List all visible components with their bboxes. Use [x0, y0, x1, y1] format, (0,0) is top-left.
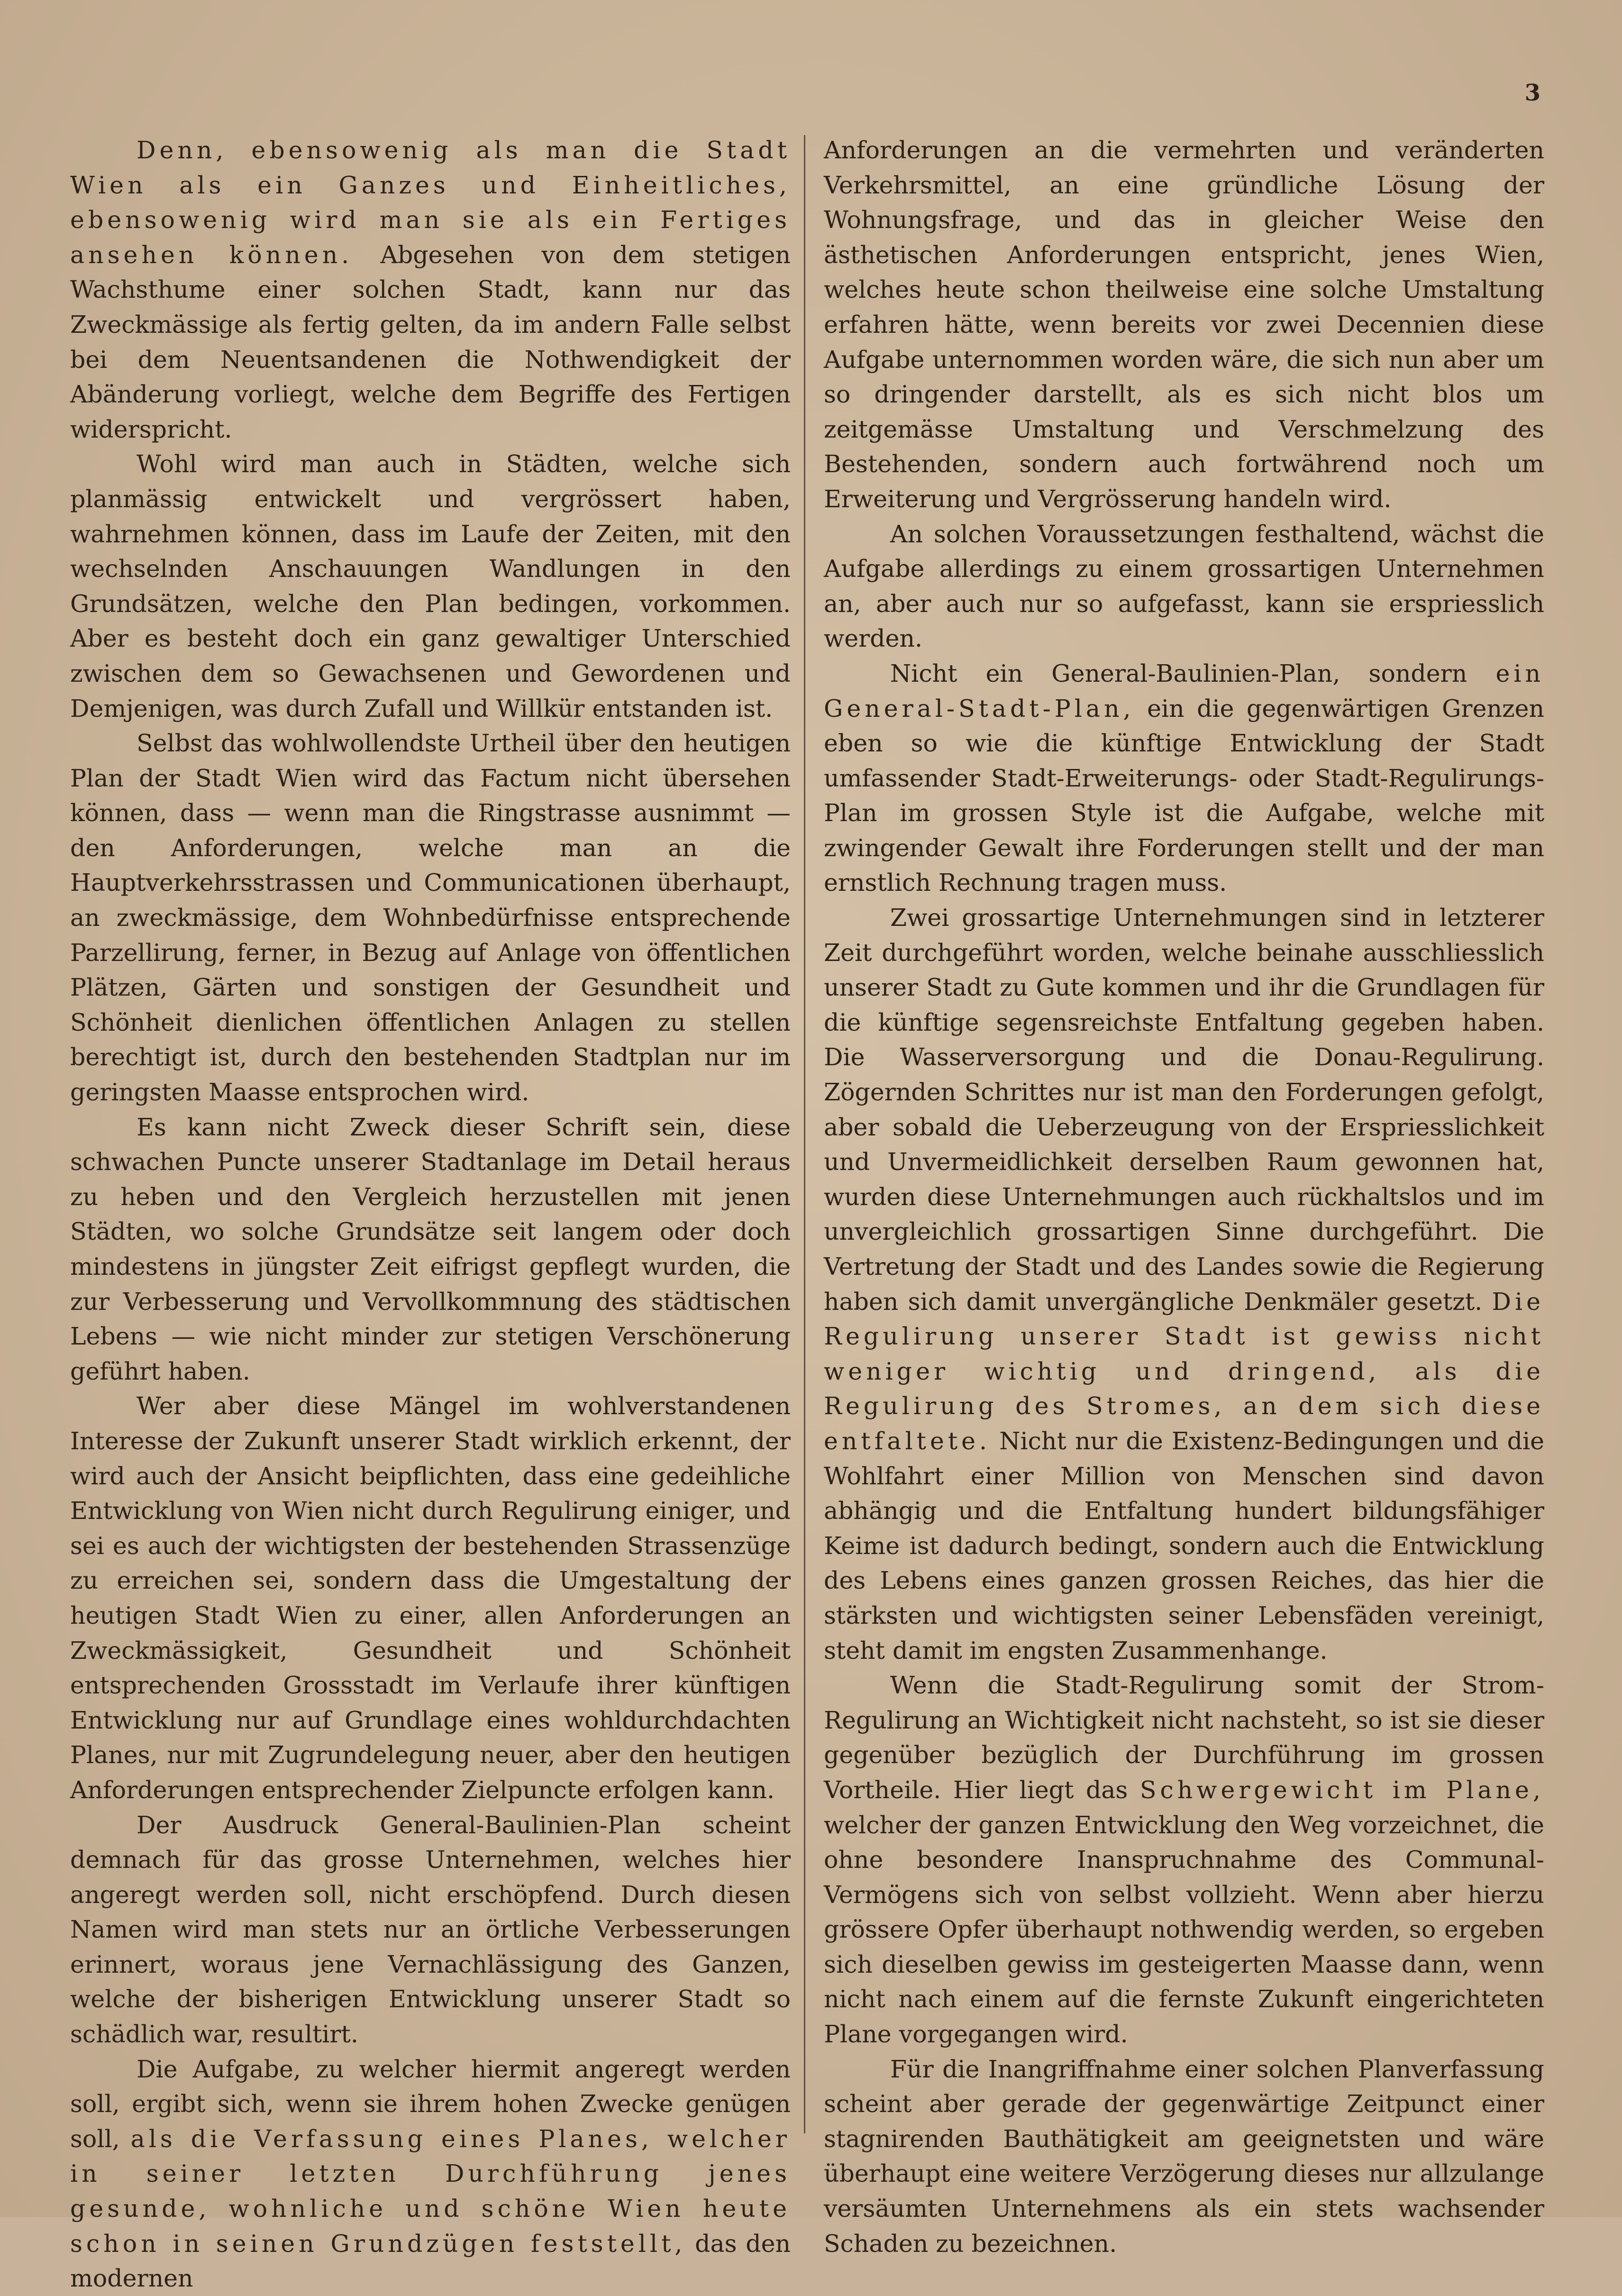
text-run: Abgesehen von dem stetigen Wachsthume einer solchen Stadt, kann nur das Zweckmässige als fertig gelten, da im andern Falle selbst bei dem Neuentsandenen die Nothwendigkeit der Abänderung vorliegt, welche dem Begriffe des Fertigen widerspricht.: [70, 240, 791, 443]
text-run: Die Aufgabe, zu welcher hiermit angeregt werden soll, ergibt sich, wenn sie ihrem hohen Zwecke genügen soll,: [70, 2055, 791, 2153]
paragraph: [824, 517, 1544, 656]
paragraph: [70, 447, 791, 726]
text-run: Zwei grossartige Unternehmungen sind in letzterer Zeit durchgeführt worden, welche beinahe ausschliesslich unserer Stadt zu Gute kommen und ihr die Grundlagen für die künftige segensreichste Entfaltung gegeben haben. Die Wasserversorgung und die Donau-Regulirung. Zögernden Schrittes nur ist man den Forderungen gefolgt, aber sobald die Ueberzeugung von der Erspriesslichkeit und Unvermeidlichkeit derselben Raum gewonnen hat, wurden diese Unternehmungen auch rückhaltslos und im unvergleichlich grossartigen Sinne durchgeführt. Die Vertretung der Stadt und des Landes sowie die Regierung haben sich damit unvergängliche Denkmäler gesetzt.: [824, 904, 1544, 1316]
text-run: Für die Inangriffnahme einer solchen Planverfassung scheint aber gerade der gegenwärtige Zeitpunct einer stagnirenden Bauthätigkeit am geeignetsten und wäre überhaupt eine weitere Verzögerung dieses nur allzulange versäumten Unternehmens als ein stets wachsender Schaden zu bezeichnen.: [824, 2055, 1544, 2258]
page-number: 3: [1524, 80, 1541, 106]
paragraph: [70, 133, 791, 447]
text-run: Wenn die Stadt-Regulirung somit der Strom-Regulirung an Wichtigkeit nicht nachsteht, so ist sie dieser gegenüber bezüglich der Durchführung im grossen Vortheile. Hier liegt das: [824, 1671, 1544, 1804]
emphasized-text: als die Verfassung eines Planes, welcher in seiner letzten Durchführung jenes gesunde, wohnliche und schöne Wien heute schon in seinen Grundzügen feststellt,: [70, 2124, 791, 2258]
paragraph: [70, 1110, 791, 1389]
paragraph: [824, 1668, 1544, 2052]
column-divider: [804, 135, 805, 2133]
emphasized-text: Die Regulirung unserer Stadt ist gewiss nicht weniger wichtig und dringend, als die Regulirung des Stromes, an dem sich diese entfaltete.: [824, 1287, 1544, 1455]
text-run: Wohl wird man auch in Städten, welche sich planmässig entwickelt und vergrössert haben, wahrnehmen können, dass im Laufe der Zeiten, mit den wechselnden Anschauungen Wandlungen in den Grundsätzen, welche den Plan bedingen, vorkommen. Aber es besteht doch ein ganz gewaltiger Unterschied zwischen dem so Gewachsenen und Gewordenen und Demjenigen, was durch Zufall und Willkür entstanden ist.: [70, 450, 791, 723]
text-run: Nicht ein General-Baulinien-Plan, sondern: [890, 659, 1496, 687]
text-run: ein die gegenwärtigen Grenzen eben so wie die künftige Entwicklung der Stadt umfassender Stadt-Erweiterungs- oder Stadt-Regulirungs-Plan im grossen Style ist die Aufgabe, welche mit zwingender Gewalt ihre Forderungen stellt und der man ernstlich Rechnung tragen muss.: [824, 694, 1544, 897]
paragraph: [70, 1808, 791, 2052]
emphasized-text: ein General-Stadt-Plan,: [824, 659, 1544, 723]
emphasized-text: Denn, ebensowenig als man die Stadt Wien als ein Ganzes und Einheitliches, ebensowenig wird man sie als ein Fertiges ansehen können.: [70, 136, 791, 269]
paragraph: [70, 1389, 791, 1807]
paragraph: [824, 900, 1544, 1668]
left-text-column: [70, 133, 791, 2296]
paragraph: [824, 656, 1544, 900]
paragraph: [70, 2052, 791, 2296]
text-run: das den modernen: [70, 2229, 791, 2293]
paragraph: [824, 2052, 1544, 2261]
paragraph: [70, 726, 791, 1110]
text-run: Anforderungen an die vermehrten und veränderten Verkehrsmittel, an eine gründliche Lösung der Wohnungsfrage, und das in gleicher Weise den ästhetischen Anforderungen entspricht, jenes Wien, welches heute schon theilweise eine solche Umstaltung erfahren hätte, wenn bereits vor zwei Decennien diese Aufgabe unternommen worden wäre, die sich nun aber um so dringender darstellt, als es sich nicht blos um zeitgemässe Umstaltung und Verschmelzung des Bestehenden, sondern auch fortwährend noch um Erweiterung und Vergrösserung handeln wird.: [824, 136, 1544, 513]
text-run: Der Ausdruck General-Baulinien-Plan scheint demnach für das grosse Unternehmen, welches hier angeregt werden soll, nicht erschöpfend. Durch diesen Namen wird man stets nur an örtliche Verbesserungen erinnert, woraus jene Vernachlässigung des Ganzen, welche der bisherigen Entwicklung unserer Stadt so schädlich war, resultirt.: [70, 1811, 791, 2049]
text-run: Wer aber diese Mängel im wohlverstandenen Interesse der Zukunft unserer Stadt wirklich erkennt, der wird auch der Ansicht beipflichten, dass eine gedeihliche Entwicklung von Wien nicht durch Regulirung einiger, und sei es auch der wichtigsten der bestehenden Strassenzüge zu erreichen sei, sondern dass die Umgestaltung der heutigen Stadt Wien zu einer, allen Anforderungen an Zweckmässigkeit, Gesundheit und Schönheit entsprechenden Grossstadt im Verlaufe ihrer künftigen Entwicklung nur auf Grundlage eines wohldurchdachten Planes, nur mit Zugrundelegung neuer, aber den heutigen Anforderungen entsprechender Zielpuncte erfolgen kann.: [70, 1392, 791, 1804]
paragraph: [824, 133, 1544, 517]
text-run: welcher der ganzen Entwicklung den Weg vorzeichnet, die ohne besondere Inanspruchnahme des Communal-Vermögens sich von selbst vollzieht. Wenn aber hierzu grössere Opfer überhaupt nothwendig werden, so ergeben sich dieselben gewiss im gesteigerten Maasse dann, wenn nicht nach einem auf die fernste Zukunft eingerichteten Plane vorgegangen wird.: [824, 1811, 1544, 2049]
text-run: Nicht nur die Existenz-Bedingungen und die Wohlfahrt einer Million von Menschen sind davon abhängig und die Entfaltung hundert bildungsfähiger Keime ist dadurch bedingt, sondern auch die Entwicklung des Lebens eines ganzen grossen Reiches, das hier die stärksten und wichtigsten seiner Lebensfäden vereinigt, steht damit im engsten Zusammenhange.: [824, 1427, 1544, 1665]
emphasized-text: Schwergewicht im Plane,: [1139, 1775, 1544, 1804]
right-text-column: [824, 133, 1544, 2261]
text-run: Selbst das wohlwollendste Urtheil über den heutigen Plan der Stadt Wien wird das Factum nicht übersehen können, dass — wenn man die Ringstrasse ausnimmt — den Anforderungen, welche man an die Hauptverkehrsstrassen und Communicationen überhaupt, an zweckmässige, dem Wohnbedürfnisse entsprechende Parzellirung, ferner, in Bezug auf Anlage von öffentlichen Plätzen, Gärten und sonstigen der Gesundheit und Schönheit dienlichen öffentlichen Anlagen zu stellen berechtigt ist, durch den bestehenden Stadtplan nur im geringsten Maasse entsprochen wird.: [70, 729, 791, 1107]
text-run: An solchen Voraussetzungen festhaltend, wächst die Aufgabe allerdings zu einem grossartigen Unternehmen an, aber auch nur so aufgefasst, kann sie erspriesslich werden.: [824, 520, 1544, 653]
text-run: Es kann nicht Zweck dieser Schrift sein, diese schwachen Puncte unserer Stadtanlage im Detail heraus zu heben und den Vergleich herzustellen mit jenen Städten, wo solche Grundsätze seit langem oder doch mindestens in jüngster Zeit eifrigst gepflegt wurden, die zur Verbesserung und Vervollkommnung des städtischen Lebens — wie nicht minder zur stetigen Verschönerung geführt haben.: [70, 1113, 791, 1385]
